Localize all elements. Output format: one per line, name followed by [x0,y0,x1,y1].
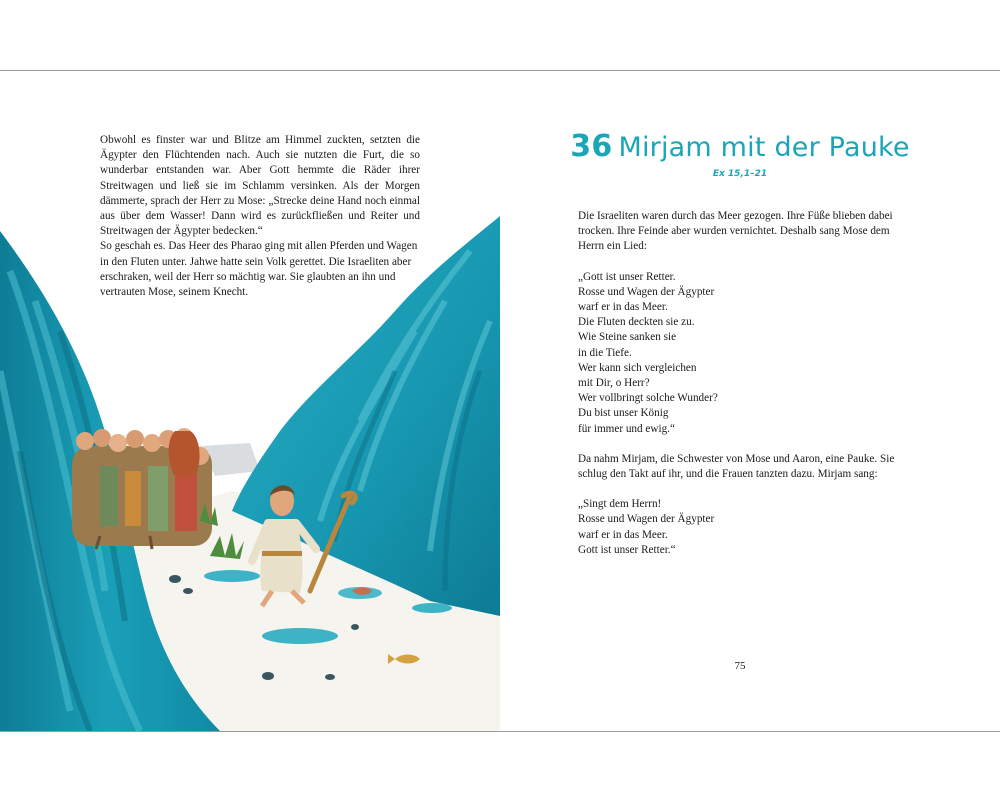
page-number: 75 [734,660,746,672]
left-paragraph-2: So geschah es. Das Heer des Pharao ging mit allen Pferden und Wagen in den Fluten unter. Jahwe hatte sein Volk gerettet. Die Israeliten aber erschraken, weil der Herr so mächtig war. Sie glaubten an ihn und vertrauten Mose, seinem Knecht. [100,240,418,299]
verse-line: Rosse und Wagen der Ägypter [578,513,715,526]
chapter-heading [500,129,980,164]
verse-line: Wie Steine sanken sie [578,331,677,344]
verse-line: Gott ist unser Retter.“ [578,543,676,556]
verse-line: „Singt dem Herrn! [578,498,662,511]
verse-line: Wer kann sich vergleichen [578,361,697,374]
verse-line: mit Dir, o Herr? [578,377,650,390]
verse-line: warf er in das Meer. [578,528,668,541]
song-of-mirjam [578,497,898,558]
left-paragraph-1: Obwohl es finster war und Blitze am Himmel zuckten, setzten die Ägypter den Flüchtenden nach. Auch sie nutzten die Furt, die so wunderbar entstanden war. Aber Gott hemmte die Räder ihrer Streitwagen und ließ sie im Schlamm versinken. Als der Morgen dämmerte, sprach der Herr zu Mose: „Strecke deine Hand noch einmal aus über dem Wasser! Dann wird es zurückfließen und Reiter und Streitwagen der Ägypter bedecken.“ [100,134,420,238]
song-of-moses [578,270,898,437]
right-page-text [578,209,898,573]
verse-line: für immer und ewig.“ [578,422,675,435]
book-spread [0,70,1000,732]
verse-line: Wer vollbringt solche Wunder? [578,392,718,405]
chapter-title: Mirjam mit der Pauke [618,132,910,163]
crowd [72,428,212,549]
verse-line: in die Tiefe. [578,346,632,359]
bible-reference: Ex 15,1–21 [712,169,768,179]
verse-line: „Gott ist unser Retter. [578,270,676,283]
left-page-text [100,133,420,300]
verse-line: warf er in das Meer. [578,301,668,314]
intro-paragraph: Die Israeliten waren durch das Meer gezogen. Ihre Füße blieben dabei trocken. Ihre Feinde aber wurden vernichtet. Deshalb sang Mose dem Herrn ein Lied: [578,210,893,253]
verse-line: Du bist unser König [578,407,669,420]
middle-paragraph: Da nahm Mirjam, die Schwester von Mose und Aaron, eine Pauke. Sie schlug den Takt auf ihr, und die Frauen tanzten dazu. Mirjam sang: [578,452,895,481]
verse-line: Die Fluten deckten sie zu. [578,316,695,329]
chapter-number: 36 [570,129,613,164]
left-page [0,71,500,731]
verse-line: Rosse und Wagen der Ägypter [578,285,715,298]
right-page [500,71,1000,731]
